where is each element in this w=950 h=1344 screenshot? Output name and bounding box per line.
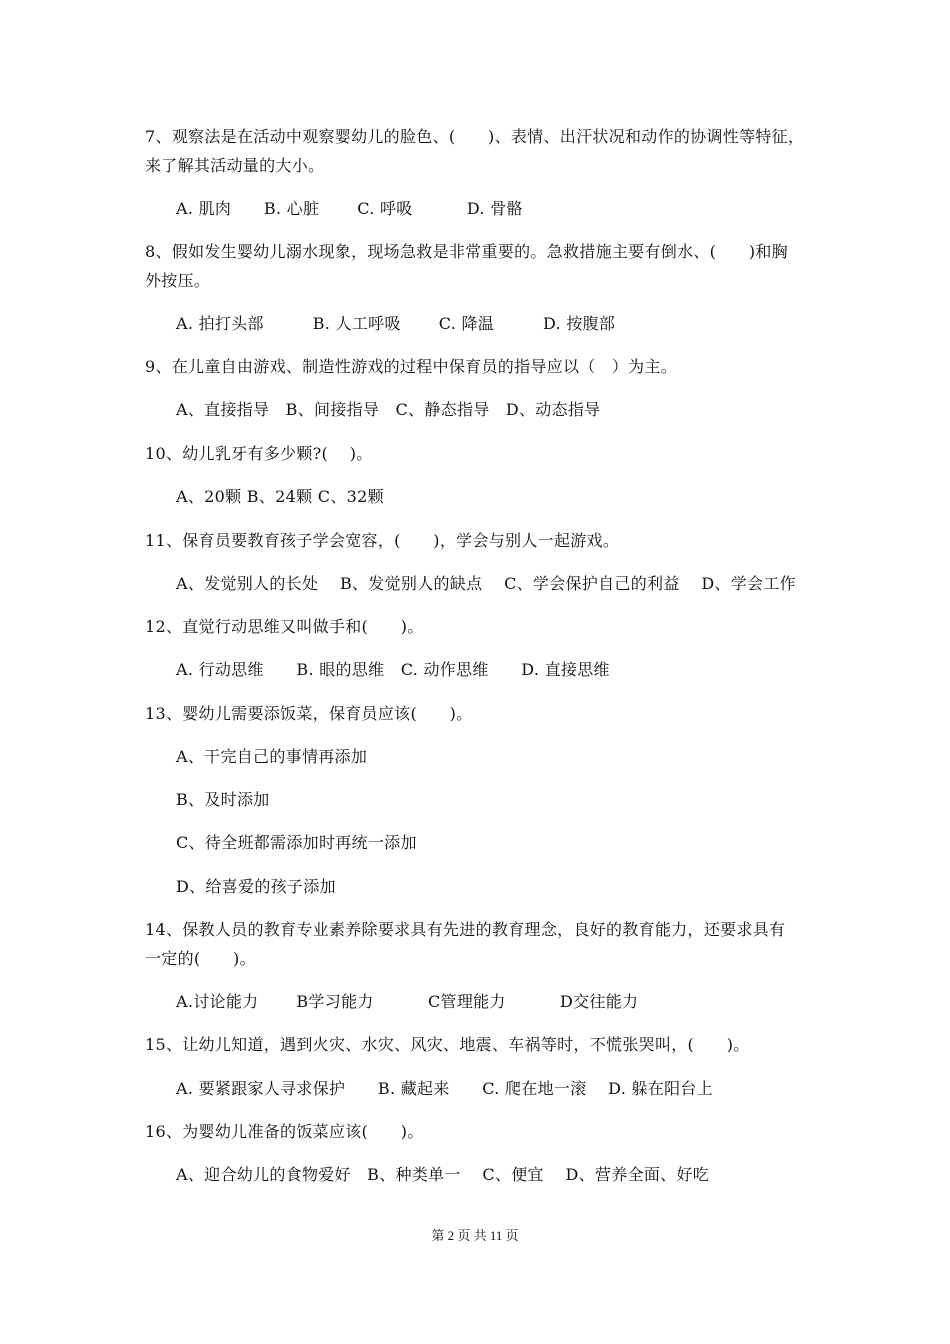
question-14-text-cont: 一定的( )。 <box>145 949 256 968</box>
question-13-text: 13、婴幼儿需要添饭菜，保育员应该( )。 <box>145 704 473 723</box>
question-15-options: A. 要紧跟家人寻求保护 B. 藏起来 C. 爬在地一滚 D. 躲在阳台上 <box>176 1079 714 1098</box>
question-13-option-d: D、给喜爱的孩子添加 <box>176 877 336 896</box>
question-7-options: A. 肌肉 B. 心脏 C. 呼吸 D. 骨骼 <box>176 199 523 218</box>
question-11-options: A、发觉别人的长处 B、发觉别人的缺点 C、学会保护自己的利益 D、学会工作 <box>176 574 796 593</box>
question-13-option-a: A、干完自己的事情再添加 <box>176 747 368 766</box>
question-12-options: A. 行动思维 B. 眼的思维 C. 动作思维 D. 直接思维 <box>176 660 610 679</box>
question-8-text: 8、假如发生婴幼儿溺水现象，现场急救是非常重要的。急救措施主要有倒水、( )和胸 <box>145 242 788 261</box>
question-16-options: A、迎合幼儿的食物爱好 B、种类单一 C、便宜 D、营养全面、好吃 <box>176 1165 710 1184</box>
question-13-option-c: C、待全班都需添加时再统一添加 <box>176 833 417 852</box>
question-7-text-cont: 来了解其活动量的大小。 <box>145 156 325 175</box>
question-7-text: 7、观察法是在活动中观察婴幼儿的脸色、( )、表情、出汗状况和动作的协调性等特征， <box>145 127 805 146</box>
question-10-options: A、20颗 B、24颗 C、32颗 <box>176 487 384 506</box>
question-11-text: 11、保育员要教育孩子学会宽容，( )，学会与别人一起游戏。 <box>145 531 620 550</box>
question-15-text: 15、让幼儿知道，遇到火灾、水灾、风灾、地震、车祸等时，不慌张哭叫，( )。 <box>145 1035 750 1054</box>
question-8-options: A. 拍打头部 B. 人工呼吸 C. 降温 D. 按腹部 <box>176 314 616 333</box>
question-10-text: 10、幼儿乳牙有多少颗?( )。 <box>145 444 373 463</box>
question-14-options: A.讨论能力 B学习能力 C管理能力 D交往能力 <box>176 992 639 1011</box>
question-9-options: A、直接指导 B、间接指导 C、静态指导 D、动态指导 <box>176 400 601 419</box>
question-12-text: 12、直觉行动思维又叫做手和( )。 <box>145 617 424 636</box>
question-9-text: 9、在儿童自由游戏、制造性游戏的过程中保育员的指导应以（ ）为主。 <box>145 357 678 376</box>
page-number-footer: 第 2 页 共 11 页 <box>431 1228 519 1243</box>
question-13-option-b: B、及时添加 <box>176 790 270 809</box>
question-8-text-cont: 外按压。 <box>145 271 211 290</box>
question-14-text: 14、保教人员的教育专业素养除要求具有先进的教育理念，良好的教育能力，还要求具有 <box>145 920 786 939</box>
question-16-text: 16、为婴幼儿准备的饭菜应该( )。 <box>145 1122 424 1141</box>
